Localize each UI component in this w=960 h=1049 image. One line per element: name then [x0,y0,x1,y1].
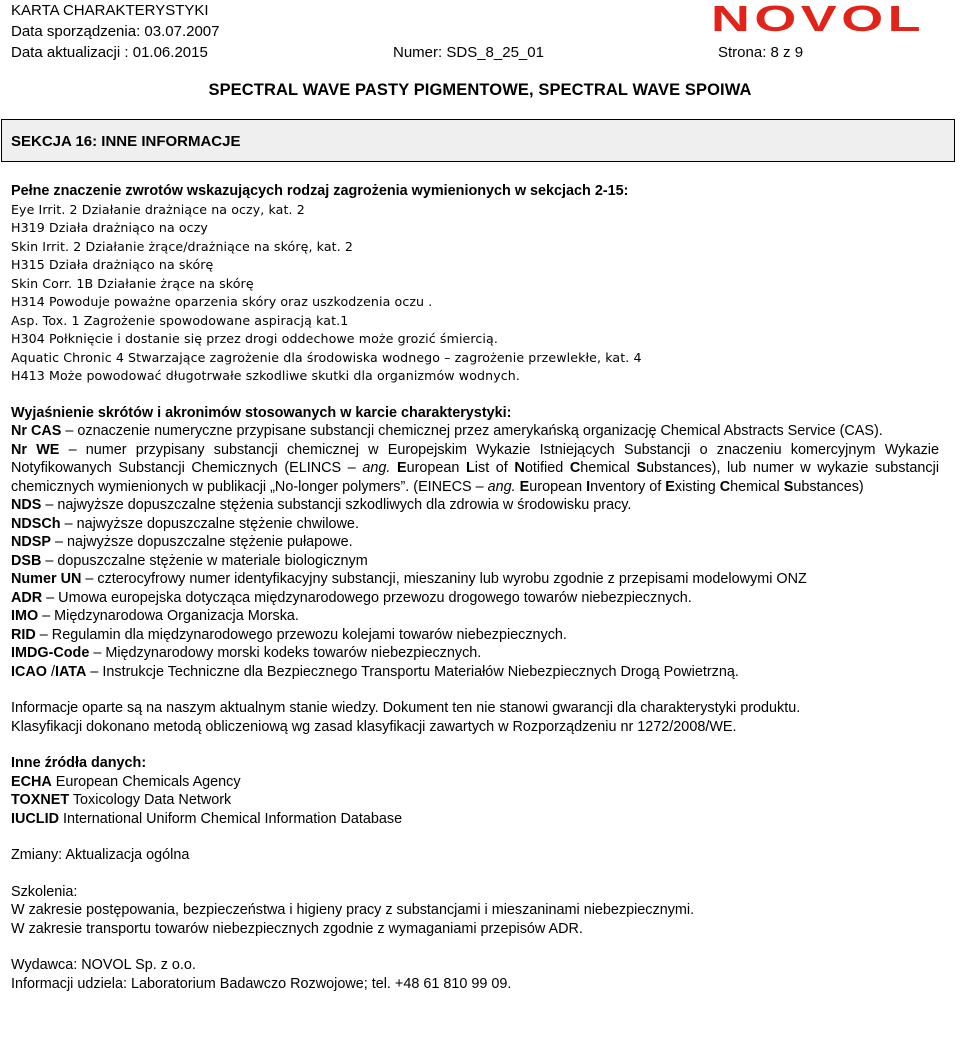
hazard-line: Aquatic Chronic 4 Stwarzające zagrożenie dla środowiska wodnego – zagrożenie przewlekłe, kat. 4 [11,349,642,365]
section-title: SEKCJA 16: INNE INFORMACJE [11,133,241,150]
novol-logo [708,2,928,34]
changes-note: Zmiany: Aktualizacja ogólna [11,847,190,863]
hazard-line: H304 Połknięcie i dostanie się przez drogi oddechowe może grozić śmiercią. [11,331,498,346]
abbr-cas: Nr CAS – oznaczenie numeryczne przypisane substancji chemicznej przez amerykańską organizację Chemical Abstracts Service (CAS). [11,423,883,439]
abbr-item: DSB – dopuszczalne stężenie w materiale biologicznym [11,552,368,569]
hazard-line: Skin Corr. 1B Działanie żrące na skórę [11,275,254,291]
section-content [11,182,939,993]
abbr-icao-iata: ICAO /IATA – Instrukcje Techniczne dla Bezpiecznego Transportu Materiałów Niebezpiecznych Drogą Powietrzną. [11,663,739,680]
hazard-line: H319 Działa drażniąco na oczy [11,220,208,235]
source-item: ECHA European Chemicals Agency [11,773,241,790]
hazard-line: Eye Irrit. 2 Działanie drażniące na oczy, kat. 2 [11,201,305,217]
svg-text:NOVOL: NOVOL [711,2,925,34]
abbr-item: NDS – najwyższe dopuszczalne stężenia substancji szkodliwych dla zdrowia w środowisku pracy. [11,497,632,513]
abbr-item: IMO – Międzynarodowa Organizacja Morska. [11,608,299,624]
hazard-line: H413 Może powodować długotrwałe szkodliwe skutki dla organizmów wodnych. [11,368,520,383]
info-line: Klasyfikacji dokonano metodą obliczeniową wg zasad klasyfikacji zawartych w Rozporządzeniu nr 1272/2008/WE. [11,718,737,735]
training-line: W zakresie postępowania, bezpieczeństwa i higieny pracy z substancjami i mieszaninami niebezpiecznymi. [11,902,695,918]
product-title: SPECTRAL WAVE PASTY PIGMENTOWE, SPECTRAL WAVE SPOIWA [208,81,752,99]
info-line: Informacje oparte są na naszym aktualnym stanie wiedzy. Dokument ten nie stanowi gwarancji dla charakterystyki produktu. [11,700,801,716]
hazard-line: Asp. Tox. 1 Zagrożenie spowodowane aspiracją kat.1 [11,312,349,328]
document-type: KARTA CHARAKTERYSTYKI [11,2,209,19]
training-heading: Szkolenia: [11,883,78,900]
abbreviations-heading: Wyjaśnienie skrótów i akronimów stosowanych w karcie charakterystyki: [11,404,512,421]
hazard-line: H314 Powoduje poważne oparzenia skóry oraz uszkodzenia oczu . [11,294,433,309]
contact-info: Informacji udziela: Laboratorium Badawczo Rozwojowe; tel. +48 61 810 99 09. [11,975,512,992]
source-item: IUCLID International Uniform Chemical Information Database [11,810,403,827]
source-item: TOXNET Toxicology Data Network [11,792,232,808]
hazard-line: H315 Działa drażniąco na skórę [11,257,214,272]
sources-heading: Inne źródła danych: [11,755,147,771]
abbr-item: NDSCh – najwyższe dopuszczalne stężenie chwilowe. [11,515,359,532]
abbr-item: IMDG-Code – Międzynarodowy morski kodeks towarów niebezpiecznych. [11,645,482,661]
document-number: Numer: SDS_8_25_01 [393,44,544,61]
training-line: W zakresie transportu towarów niebezpiecznych zgodnie z wymaganiami przepisów ADR. [11,920,583,937]
hazard-heading: Pełne znaczenie zwrotów wskazujących rodzaj zagrożenia wymienionych w sekcjach 2-15: [11,183,629,199]
hazard-line: Skin Irrit. 2 Działanie żrące/drażniące na skórę, kat. 2 [11,238,354,254]
updated-date: Data aktualizacji : 01.06.2015 [11,44,208,61]
section-header [1,119,955,162]
abbr-item: ADR – Umowa europejska dotycząca międzynarodowego przewozu drogowego towarów niebezpiecznych. [11,589,692,606]
abbr-item: Numer UN – czterocyfrowy numer identyfikacyjny substancji, mieszaniny lub wyrobu zgodnie z przepisami modelowymi ONZ [11,571,807,587]
abbr-item: NDSP – najwyższe dopuszczalne stężenie pułapowe. [11,534,353,550]
abbr-item: RID – Regulamin dla międzynarodowego przewozu kolejami towarów niebezpiecznych. [11,626,567,643]
page-indicator: Strona: 8 z 9 [718,44,804,61]
prepared-date: Data sporządzenia: 03.07.2007 [11,23,220,40]
abbr-we: Nr WE – numer przypisany substancji chemicznej w Europejskim Wykazie Istniejących Substancji o znaczeniu komercyjnym Wykazie Notyfikowanych Substancji Chemicznych (ELINCS – ang. European List of Notified Chemical Substances), lub numer w wykazie substancji chemicznych wymienionych w publikacji „No-longer polymers”. (EINECS – ang. European Inventory of Existing Chemical Substances) [11,441,940,495]
hazard-list [11,201,939,386]
publisher: Wydawca: NOVOL Sp. z o.o. [11,957,196,973]
